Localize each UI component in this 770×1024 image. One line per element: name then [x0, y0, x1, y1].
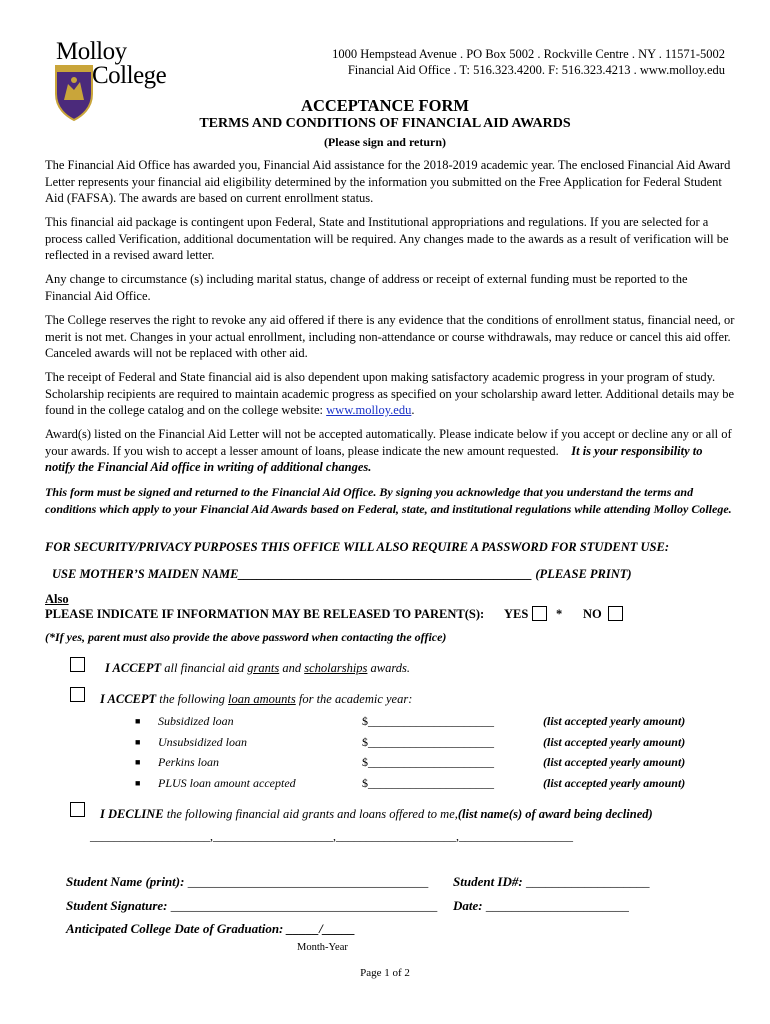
student-signature-row [66, 898, 437, 914]
address-line-1: 1000 Hempstead Avenue . PO Box 5002 . Rockville Centre . NY . 11571-5002 [332, 47, 725, 61]
security-heading: FOR SECURITY/PRIVACY PURPOSES THIS OFFICE WILL ALSO REQUIRE A PASSWORD FOR STUDENT USE: [45, 540, 669, 554]
paragraph-award-intro: The Financial Aid Office has awarded you, Financial Aid assistance for the 2018-2019 academic year. The enclosed Financial Aid Award Letter represents your financial aid eligibility determined by the information you submitted on the Free Application for Federal Student Aid (FAFSA). The awards are based on current enrollment status. [45, 158, 731, 205]
accept-loans-prefix: I ACCEPT [100, 692, 157, 706]
release-yes-asterisk: * [556, 607, 563, 621]
release-yes-label: YES [504, 607, 529, 621]
college-website-link[interactable]: www.molloy.edu [326, 403, 412, 417]
loan-label-perkins: Perkins loan [158, 755, 219, 769]
student-signature-field[interactable]: _________________________________________ [170, 898, 438, 913]
date-field[interactable]: ______________________ [485, 898, 629, 913]
form-title: ACCEPTANCE FORM [301, 96, 469, 115]
accept-loans-option [100, 692, 412, 707]
loan-amount-field-perkins[interactable]: $_____________________ [362, 755, 494, 769]
release-footnote: (*If yes, parent must also provide the above password when contacting the office) [45, 630, 447, 644]
release-no-checkbox[interactable] [608, 606, 623, 621]
form-subtitle: TERMS AND CONDITIONS OF FINANCIAL AID AWARDS [199, 116, 571, 131]
accept-all-option [105, 661, 410, 676]
bullet-icon: ■ [135, 737, 141, 747]
release-question: PLEASE INDICATE IF INFORMATION MAY BE RELEASED TO PARENT(S): [45, 607, 485, 621]
date-row [453, 898, 629, 914]
decline-option [100, 807, 653, 822]
maiden-name-label: USE MOTHER’S MAIDEN NAME [52, 567, 239, 581]
bullet-icon: ■ [135, 757, 141, 767]
graduation-field[interactable]: _____/_____ [286, 921, 356, 936]
graduation-row [66, 921, 355, 937]
acceptance-notice-text: Award(s) listed on the Financial Aid Letter will not be accepted automatically. Please indicate below if you accept or decline any or all of your awards. If you wish to accept a lesser amount of loans, please indicate the new amount requested. [45, 427, 732, 458]
student-id-row [453, 874, 649, 890]
maiden-name-field[interactable]: _______________________________________________ [238, 567, 533, 581]
decline-checkbox[interactable] [70, 802, 85, 817]
release-yes-checkbox[interactable] [532, 606, 547, 621]
grants-word: grants [247, 661, 280, 675]
paragraph-acceptance-notice [45, 426, 735, 476]
bullet-icon: ■ [135, 716, 141, 726]
student-name-field[interactable]: _____________________________________ [187, 874, 429, 889]
logo-line-2: College [92, 62, 167, 89]
maiden-name-suffix: (PLEASE PRINT) [535, 567, 632, 581]
decline-note: (list name(s) of award being declined) [457, 807, 653, 821]
decline-text: the following financial aid grants and loans offered to me, [166, 807, 458, 821]
also-label: Also [45, 592, 69, 606]
graduation-hint: Month-Year [297, 942, 348, 953]
student-signature-label: Student Signature: [66, 898, 168, 913]
accept-all-prefix: I ACCEPT [105, 661, 162, 675]
bullet-icon: ■ [135, 778, 141, 788]
loan-note-plus: (list accepted yearly amount) [543, 776, 686, 790]
paragraph-revocation: The College reserves the right to revoke any aid offered if there is any evidence that the conditions of enrollment status, financial need, or merit is not met. Changes in your actual enrollment, including non-attendance or course withdrawals, may reduce or cancel this aid offer. Canceled awards will not be replaced with other aid. [45, 313, 735, 360]
paragraph-signature-acknowledgement: This form must be signed and returned to the Financial Aid Office. By signing you acknowledge that you understand the terms and conditions which apply to your Financial Aid Awards based on Federal, state, and institutional regulations while attending Molloy College. [45, 485, 732, 516]
logo-line-1: Molloy [56, 38, 127, 65]
loan-amount-field-plus[interactable]: $_____________________ [362, 776, 494, 790]
loan-label-subsidized: Subsidized loan [158, 714, 234, 728]
accept-all-checkbox[interactable] [70, 657, 85, 672]
accept-loans-checkbox[interactable] [70, 687, 85, 702]
loan-note-subsidized: (list accepted yearly amount) [543, 714, 686, 728]
release-no-label: NO [583, 607, 602, 621]
address-line-2: Financial Aid Office . T: 516.323.4200. F: 516.323.4213 . www.molloy.edu [347, 63, 725, 77]
decline-prefix: I DECLINE [100, 807, 164, 821]
loan-amounts-word: loan amounts [228, 692, 296, 706]
graduation-label: Anticipated College Date of Graduation: [66, 921, 284, 936]
declined-awards-field[interactable]: ____________________,____________________,____________________,___________________ [90, 829, 573, 843]
student-id-label: Student ID#: [453, 874, 523, 889]
student-id-field[interactable]: ___________________ [525, 874, 650, 889]
scholarships-word: scholarships [304, 661, 368, 675]
form-instruction: (Please sign and return) [323, 135, 447, 149]
loan-label-plus: PLUS loan amount accepted [158, 776, 296, 790]
paragraph-verification: This financial aid package is contingent upon Federal, State and Institutional appropriations and regulations. If you are selected for a process called Verification, additional documentation will be required. Any changes made to the awards as a result of verification will be reflected in a revised award letter. [45, 215, 729, 262]
maiden-name-row [52, 567, 632, 582]
period: . [411, 403, 415, 417]
date-label: Date: [453, 898, 483, 913]
academic-progress-text: The receipt of Federal and State financial aid is also dependent upon making satisfactory academic progress in your program of study. Scholarship recipients are required to maintain academic progress as specified on your scholarship award letter. Additional details may be found in the college catalog and on the college website: [45, 370, 735, 417]
loan-note-unsubsidized: (list accepted yearly amount) [543, 735, 686, 749]
awards-word: awards. [370, 661, 411, 675]
student-name-row [66, 874, 428, 890]
loan-note-perkins: (list accepted yearly amount) [543, 755, 686, 769]
paragraph-circumstance-change: Any change to circumstance (s) including marital status, change of address or receipt of external funding must be reported to the Financial Aid Office. [45, 272, 688, 303]
loan-amount-field-subsidized[interactable]: $_____________________ [362, 714, 494, 728]
page-number: Page 1 of 2 [360, 967, 410, 979]
accept-all-text: all financial aid [164, 661, 245, 675]
loan-amount-field-unsubsidized[interactable]: $_____________________ [362, 735, 494, 749]
academic-year-text: for the academic year: [298, 692, 413, 706]
responsibility-notice: It is your responsibility to notify the Financial Aid office in writing of additional changes. [45, 443, 703, 474]
address-block [332, 46, 725, 78]
accept-loans-text: the following [159, 692, 225, 706]
loan-label-unsubsidized: Unsubsidized loan [158, 735, 248, 749]
paragraph-academic-progress [45, 369, 735, 419]
student-name-label: Student Name (print): [66, 874, 185, 889]
and-word: and [282, 661, 302, 675]
